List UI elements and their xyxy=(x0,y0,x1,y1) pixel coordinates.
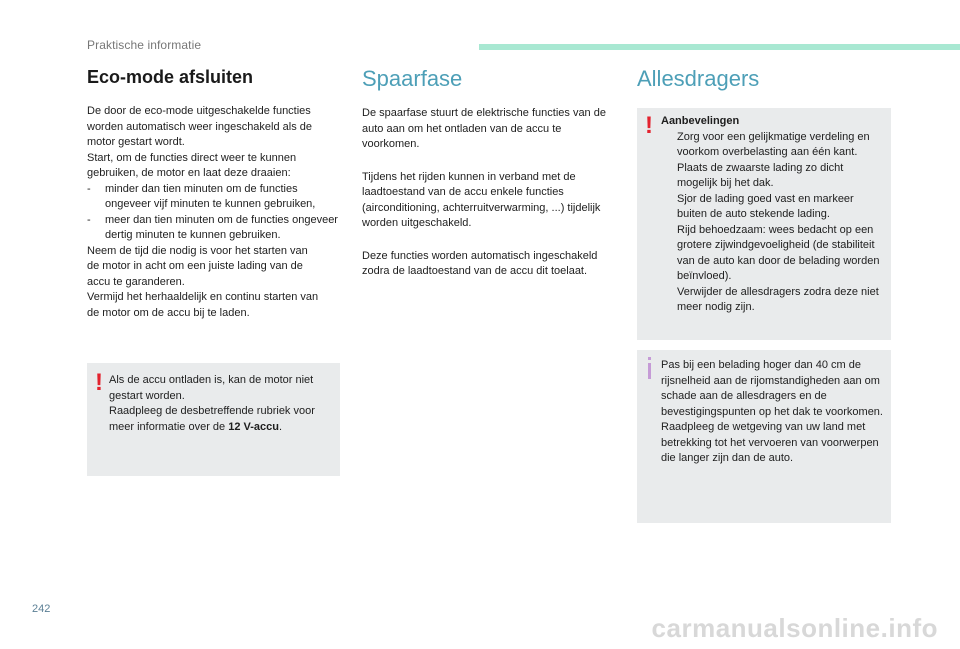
column-spaarfase xyxy=(362,66,620,280)
eco-mode-title: Eco-mode afsluiten xyxy=(87,67,254,87)
list-item xyxy=(661,161,883,192)
list-item-text: Plaats de zwaarste lading zo dicht mogelijk bij het dak. xyxy=(677,161,844,189)
spaarfase-paragraph: Deze functies worden automatisch ingeschakeld zodra de laadtoestand van de accu dit toelaat. xyxy=(362,249,598,277)
list-item-text: meer dan tien minuten om de functies ongeveer dertig minuten te kunnen gebruiken. xyxy=(105,213,338,241)
list-item xyxy=(661,223,883,285)
info-box xyxy=(637,350,891,523)
battery-warning-box xyxy=(87,363,340,476)
list-item xyxy=(661,285,883,316)
list-item xyxy=(87,213,345,244)
battery-reference: 12 V-accu xyxy=(228,420,279,433)
list-item-text: Verwijder de allesdragers zodra deze niet meer nodig zijn. xyxy=(677,285,879,313)
list-item-text: minder dan tien minuten om de functies ongeveer vijf minuten te kunnen gebruiken, xyxy=(105,182,316,210)
eco-mode-body xyxy=(87,104,345,321)
list-item xyxy=(661,130,883,161)
list-item xyxy=(87,182,345,213)
recommendations-box xyxy=(637,108,891,340)
header-accent-bar xyxy=(479,44,960,50)
text-line: worden automatisch weer ingeschakeld als de xyxy=(87,120,313,133)
recommendations-heading: Aanbevelingen xyxy=(661,115,740,127)
allesdragers-title: Allesdragers xyxy=(637,66,760,91)
warning-line-suffix: . xyxy=(278,420,283,433)
spaarfase-title: Spaarfase xyxy=(362,66,463,91)
info-icon xyxy=(648,363,651,379)
page-number: 242 xyxy=(32,603,51,615)
text-line: de motor in acht om een juiste lading van de xyxy=(87,260,303,272)
text-line: Vermijd het herhaaldelijk en continu starten van xyxy=(87,291,319,303)
spaarfase-paragraph: Tijdens het rijden kunnen in verband met de laadtoestand van de accu enkele functies (airconditioning, achterruitverwarming, ...) tijdelijk worden uitgeschakeld. xyxy=(362,170,601,229)
text-line: gebruiken, de motor en laat deze draaien: xyxy=(87,167,291,179)
text-line: accu te garanderen. xyxy=(87,275,185,288)
warning-line xyxy=(109,404,332,435)
warning-icon: ! xyxy=(95,369,103,396)
list-item-text: Rijd behoedzaam: wees bedacht op een grotere zijwindgevoeligheid (de stabiliteit van de auto kan door de belading worden beïnvloed). xyxy=(677,223,880,282)
warning-icon: ! xyxy=(645,112,653,139)
text-line: Neem de tijd die nodig is voor het starten van xyxy=(87,244,308,257)
spaarfase-paragraph: De spaarfase stuurt de elektrische functies van de auto aan om het ontladen van de accu te voorkomen. xyxy=(362,107,606,150)
watermark: carmanualsonline.info xyxy=(651,613,938,643)
text-line: motor gestart wordt. xyxy=(87,136,185,148)
info-line: Pas bij een belading hoger dan 40 cm de rijsnelheid aan de rijomstandigheden aan om schade aan de allesdragers en de bevestigingspunten op het dak te voorkomen. xyxy=(661,359,883,418)
column-allesdragers xyxy=(637,66,893,106)
dash-marker: - xyxy=(87,182,91,195)
list-item-text: Sjor de lading goed vast en markeer buiten de auto stekende lading. xyxy=(677,192,854,220)
warning-line-prefix: Raadpleeg de desbetreffende rubriek voor meer informatie over de xyxy=(109,405,315,433)
warning-text xyxy=(109,373,332,435)
text-line: de motor om de accu bij te laden. xyxy=(87,306,250,319)
text-line: Start, om de functies direct weer te kunnen xyxy=(87,151,297,164)
warning-line: Als de accu ontladen is, kan de motor niet gestart worden. xyxy=(109,374,314,402)
list-item-text: Zorg voor een gelijkmatige verdeling en voorkom overbelasting aan één kant. xyxy=(677,130,870,158)
section-label: Praktische informatie xyxy=(87,38,202,52)
info-line: Raadpleeg de wetgeving van uw land met betrekking tot het vervoeren van voorwerpen die langer zijn dan de auto. xyxy=(661,421,879,464)
column-eco-mode xyxy=(87,66,345,321)
list-item xyxy=(661,192,883,223)
text-line: De door de eco-mode uitgeschakelde functies xyxy=(87,105,311,117)
dash-marker: - xyxy=(87,213,91,226)
